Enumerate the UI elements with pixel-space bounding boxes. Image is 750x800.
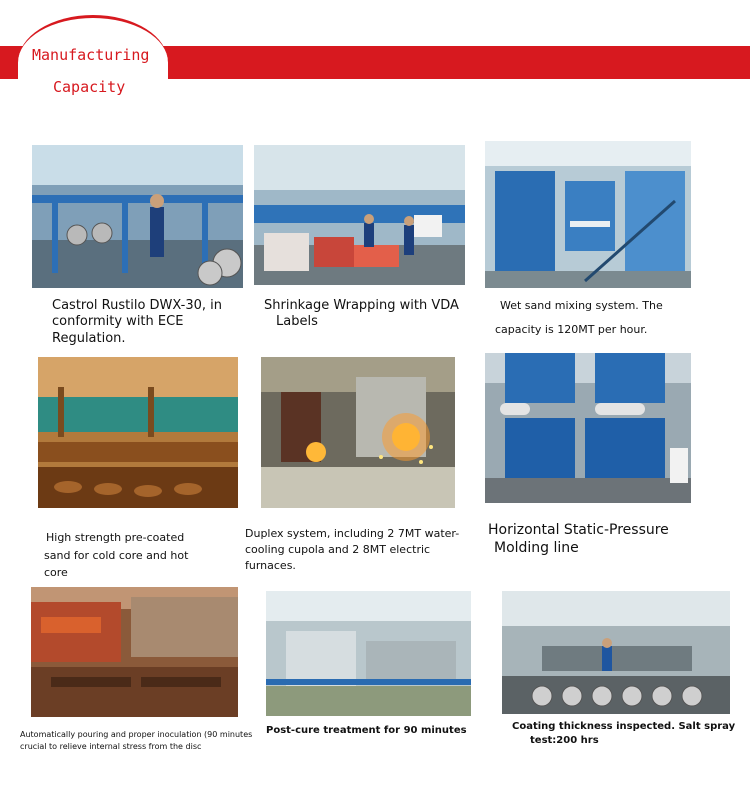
- caption-3: [495, 299, 663, 337]
- caption-6: [488, 521, 669, 557]
- caption-8-line-1: Post-cure treatment for 90 minutes: [266, 725, 467, 736]
- photo-duplex-melting: [261, 357, 455, 508]
- caption-9-line-1: Coating thickness inspected. Salt spray: [512, 721, 736, 732]
- caption-7-line-1: Automatically pouring and proper inoculation (90 minutes: [20, 730, 253, 739]
- caption-5-line-2: cooling cupola and 2 8MT electric: [245, 542, 431, 556]
- caption-1-line-3: Regulation.: [52, 330, 126, 346]
- caption-6-line-2: Molding line: [494, 540, 579, 557]
- caption-8: [266, 725, 467, 738]
- caption-1-line-1: Castrol Rustilo DWX-30, in: [52, 298, 223, 313]
- caption-9-line-2: test:200 hrs: [530, 734, 599, 746]
- caption-1-line-2: conformity with ECE: [52, 314, 184, 330]
- photo-auto-pouring: [31, 587, 238, 717]
- caption-4-line-1: High strength pre-coated: [46, 531, 185, 544]
- caption-5: [245, 526, 459, 574]
- caption-4: [46, 529, 190, 582]
- photo-coated-sand-cores: [38, 357, 238, 508]
- photo-molding-line: [485, 353, 691, 503]
- caption-3-line-2: capacity is 120MT per hour.: [495, 322, 648, 336]
- caption-5-line-1: Duplex system, including 2 7MT water-: [245, 527, 460, 540]
- photo-shrink-wrapping: [254, 145, 465, 285]
- caption-2-line-2: Labels: [276, 314, 318, 330]
- caption-6-line-1: Horizontal Static-Pressure: [488, 522, 669, 538]
- caption-3-line-1: Wet sand mixing system. The: [500, 299, 663, 312]
- photo-coating-inspection: [502, 591, 730, 714]
- header-title-line2: Capacity: [53, 78, 126, 96]
- caption-9: [512, 720, 735, 747]
- caption-1: [52, 298, 222, 347]
- caption-5-line-3: furnaces.: [245, 558, 296, 572]
- photo-post-cure: [266, 591, 471, 716]
- photo-sand-mixing: [485, 141, 691, 288]
- header-title-line1: Manufacturing: [32, 46, 150, 64]
- caption-2-line-1: Shrinkage Wrapping with VDA: [264, 298, 459, 313]
- caption-7: [20, 729, 252, 754]
- caption-4-line-3: core: [44, 566, 68, 580]
- caption-4-line-2: sand for cold core and hot: [44, 548, 189, 562]
- caption-2: [264, 298, 459, 331]
- photo-disc-coating-line: [32, 145, 243, 288]
- caption-7-line-2: crucial to relieve internal stress from the disc: [20, 742, 202, 752]
